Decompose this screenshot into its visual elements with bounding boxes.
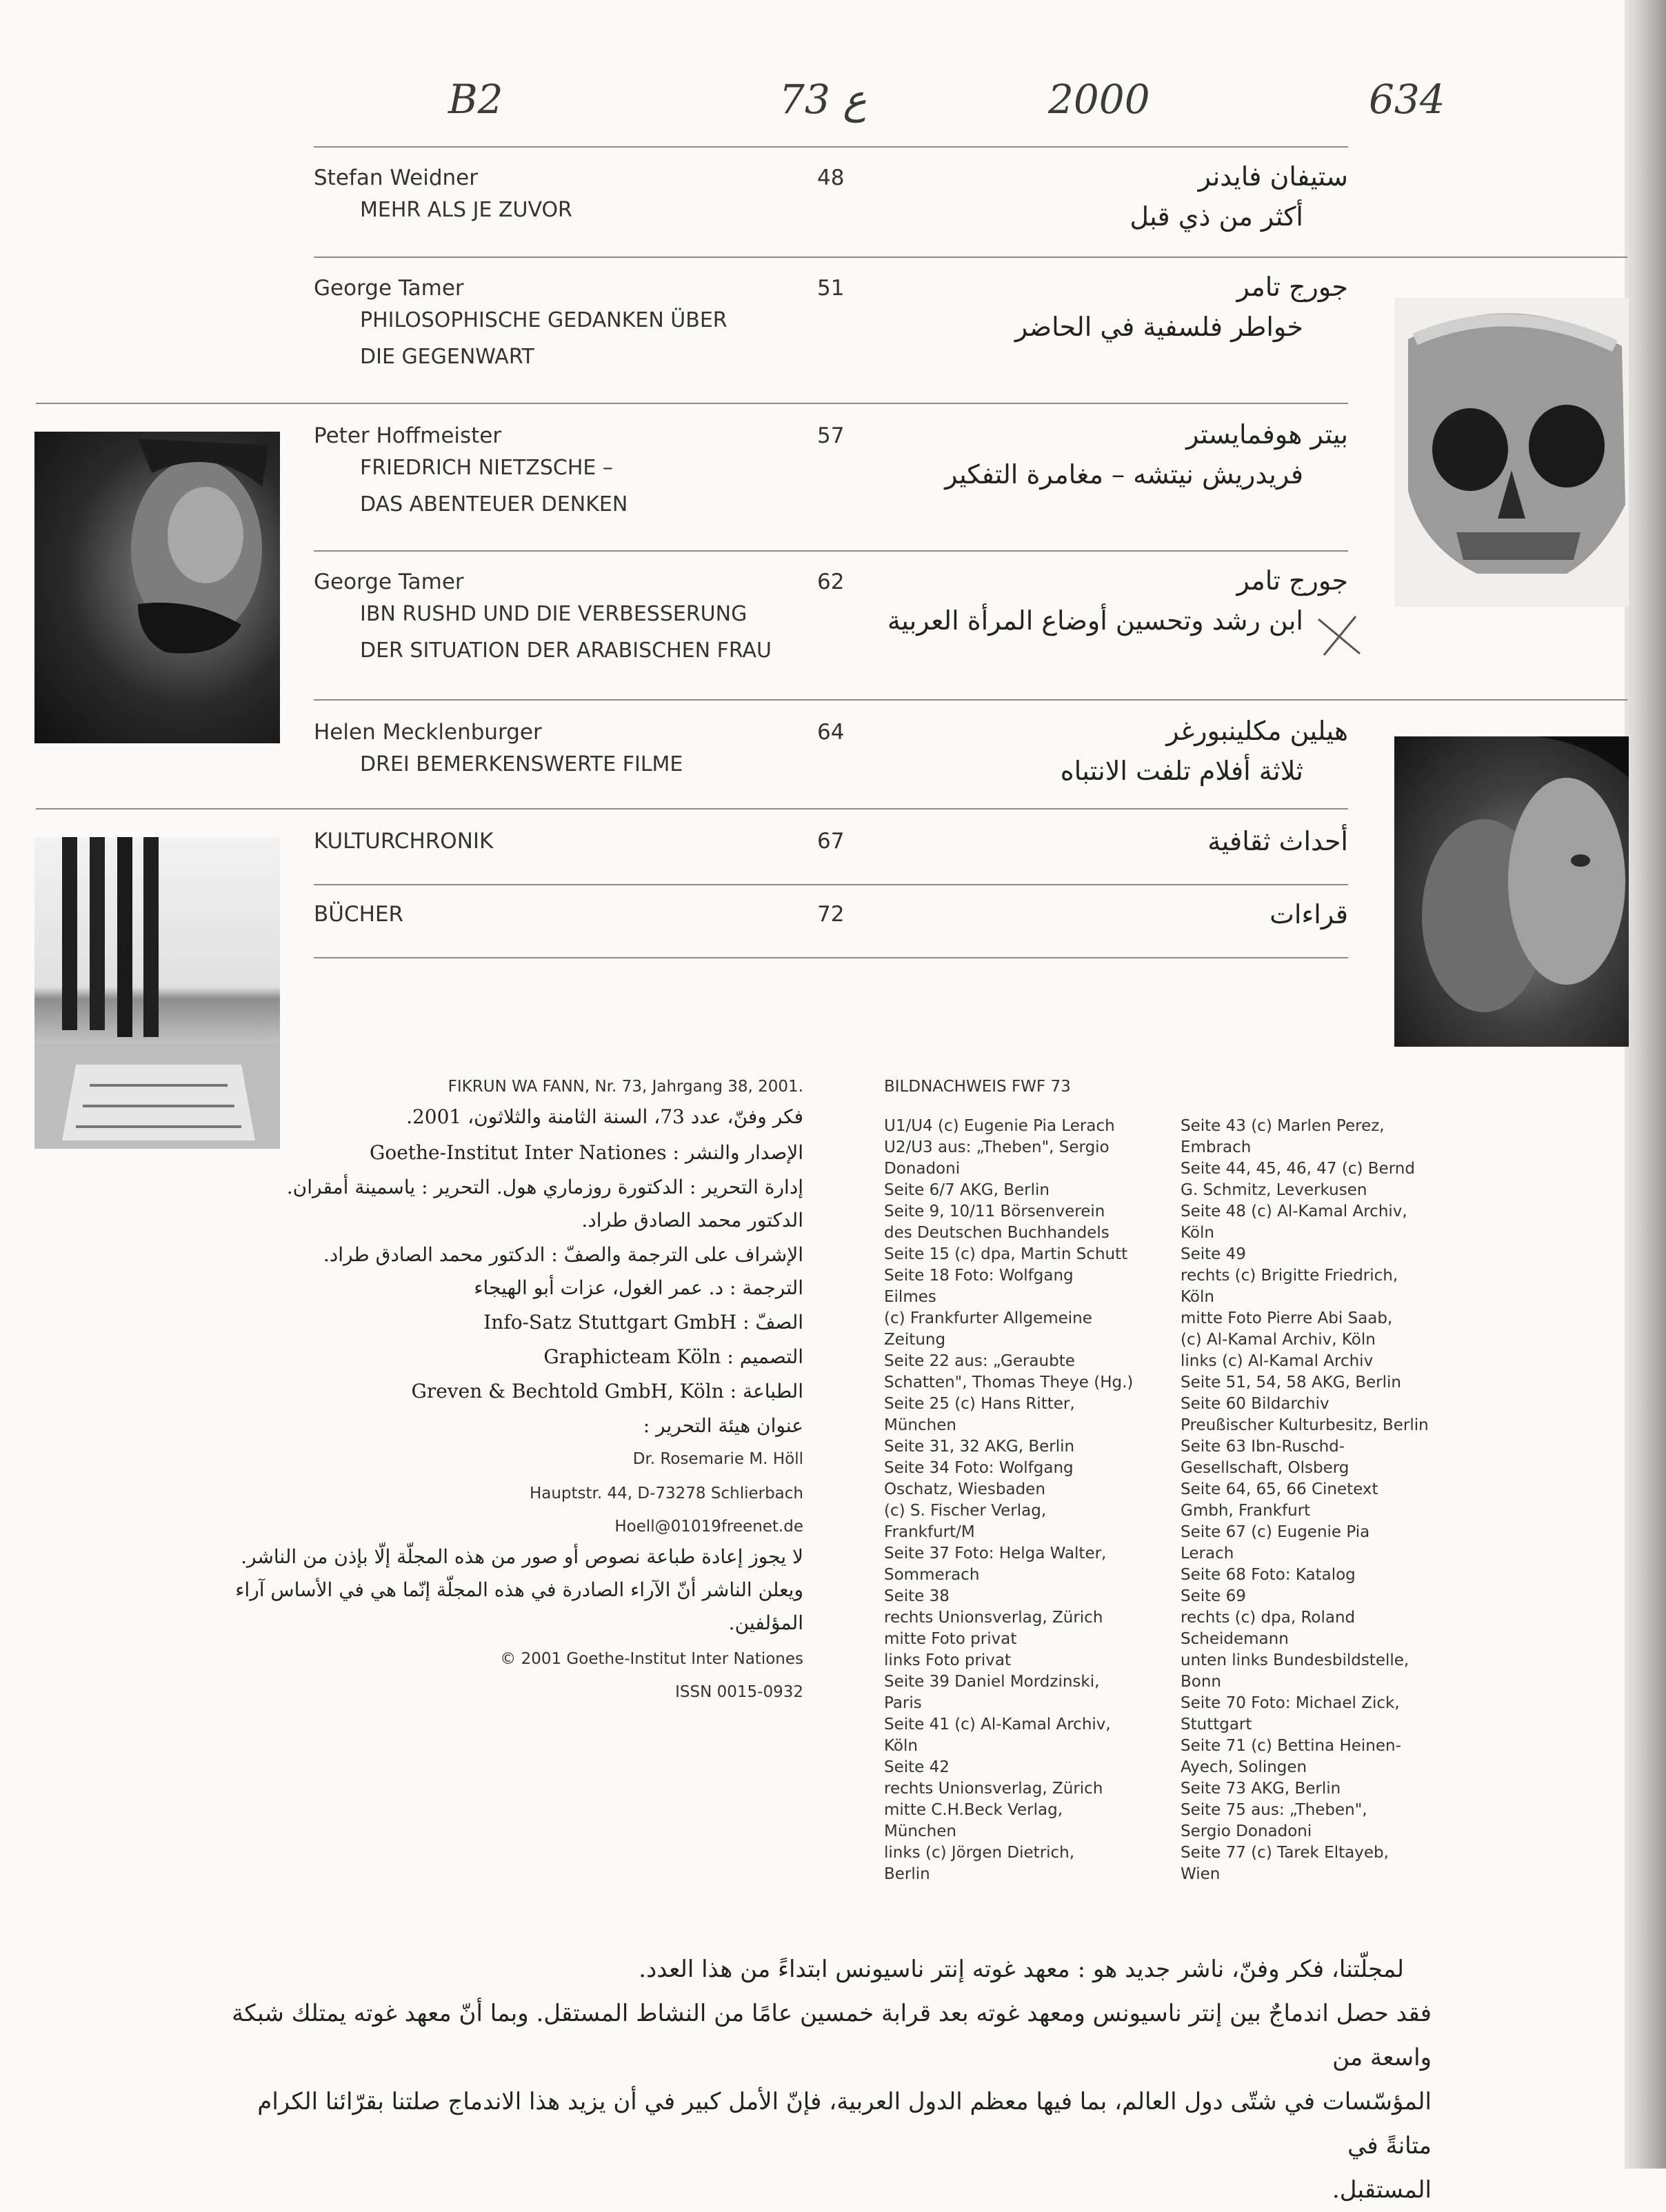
imprint-line: فكر وفنّ، عدد 73، السنة الثامنة والثلاثون، 2001. [406,1105,803,1128]
credit-line: Sommerach [884,1566,980,1584]
credit-line: mitte Foto Pierre Abi Saab, [1181,1309,1393,1327]
credit-line: Seite 25 (c) Hans Ritter, [884,1395,1075,1413]
imprint-line: الطباعة : Greven & Bechtold GmbH, Köln [411,1380,803,1402]
credit-line: Gmbh, Frankfurt [1181,1502,1311,1520]
toc-rule [314,550,1348,552]
credit-line: Eilmes [884,1288,936,1306]
imprint-line: عنوان هيئة التحرير : [643,1414,803,1437]
imprint-line: لا يجوز إعادة طباعة نصوص أو صور من هذه المجلّة إلّا بإذن من الناشر. [241,1545,803,1568]
entry-author-ar: ستيفان فايدنر [1198,161,1348,192]
imprint-line: Hauptstr. 44, D-73278 Schlierbach [529,1485,803,1502]
entry-title-de: DREI BEMERKENSWERTE FILME [360,752,683,776]
credit-line: Seite 64, 65, 66 Cinetext [1181,1480,1378,1498]
credit-line: München [884,1416,956,1434]
credit-line: Bonn [1181,1673,1222,1691]
announcement-line: فقد حصل اندماجٌ بين إنتر ناسيونس ومعهد غوته بعد قرابة خمسين عامًا من النشاط المستقل. وبما أنّ معهد غوته يمتلك شبكة واسعة من [232,2000,1432,2071]
imprint-line: الترجمة : د. عمر الغول، عزات أبو الهيجاء [474,1276,803,1299]
handwritten-note-1: B2 [448,76,503,123]
imprint-line: ويعلن الناشر أنّ الآراء الصادرة في هذه المجلّة إنّما هي في الأساس آراء [235,1578,803,1601]
entry-page-number: 64 [817,720,845,745]
entry-author-de: Helen Mecklenburger [314,720,542,745]
picture-credits-column-1 [884,1116,1133,1885]
credit-line: Ayech, Solingen [1181,1758,1307,1776]
credit-line: U2/U3 aus: „Theben", Sergio [884,1138,1110,1156]
credit-line: (c) Frankfurter Allgemeine [884,1309,1092,1327]
credit-line: mitte C.H.Beck Verlag, [884,1801,1063,1819]
entry-title-ar: ثلاثة أفلام تلفت الانتباه [1060,756,1303,786]
imprint-line: Dr. Rosemarie M. Höll [632,1450,803,1468]
credit-line: Seite 71 (c) Bettina Heinen- [1181,1737,1401,1755]
credit-line: Stuttgart [1181,1716,1252,1733]
credit-line: rechts Unionsverlag, Zürich [884,1609,1103,1627]
imprint-copyright: © 2001 Goethe-Institut Inter Nationes [500,1650,803,1668]
announcement-line: المستقبل. [1332,2176,1432,2204]
credit-line: Preußischer Kulturbesitz, Berlin [1181,1416,1429,1434]
toc-rule [36,403,1348,404]
imprint-issn: ISSN 0015-0932 [675,1683,803,1701]
entry-page-number: 67 [817,829,845,854]
imprint-line: إدارة التحرير : الدكتورة روزماري هول. التحرير : ياسمينة أمقران. [286,1176,803,1198]
toc-rule [36,808,1348,810]
credit-line: rechts Unionsverlag, Zürich [884,1780,1103,1798]
entry-page-number: 57 [817,423,845,448]
credit-line: Köln [1181,1288,1214,1306]
skull-photo [1394,298,1629,607]
entry-author-de: George Tamer [314,570,464,594]
credit-line: Seite 37 Foto: Helga Walter, [884,1545,1107,1562]
credit-line: Oschatz, Wiesbaden [884,1480,1045,1498]
entry-title-ar: خواطر فلسفية في الحاضر [1014,312,1303,342]
credit-line: Seite 9, 10/11 Börsenverein [884,1203,1105,1220]
entry-title-ar: أكثر من ذي قبل [1130,201,1303,232]
credit-line: mitte Foto privat [884,1630,1017,1648]
handwritten-cross-mark [1314,611,1364,661]
credit-line: Seite 18 Foto: Wolfgang [884,1267,1074,1285]
credit-line: Seite 77 (c) Tarek Eltayeb, [1181,1844,1389,1862]
handwritten-note-3: 2000 [1048,76,1150,123]
credit-line: Gesellschaft, Olsberg [1181,1459,1349,1477]
credit-line: G. Schmitz, Leverkusen [1181,1181,1367,1199]
imprint-line: FIKRUN WA FANN, Nr. 73, Jahrgang 38, 2001. [448,1078,803,1096]
credit-line: Seite 15 (c) dpa, Martin Schutt [884,1245,1128,1263]
nietzsche-portrait-photo [34,432,280,743]
picture-credits-title: BILDNACHWEIS FWF 73 [884,1078,1071,1096]
imprint-line: الصفّ : Info-Satz Stuttgart GmbH [483,1311,803,1334]
entry-author-ar: بيتر هوفمايستر [1186,419,1348,450]
credit-line: Wien [1181,1865,1221,1883]
entry-title-de: MEHR ALS JE ZUVOR [360,198,572,222]
credit-line: Seite 41 (c) Al-Kamal Archiv, [884,1716,1111,1733]
entry-title-de: IBN RUSHD UND DIE VERBESSERUNG [360,602,747,626]
imprint-line: الإشراف على الترجمة والصفّ : الدكتور محمد الصادق طراد. [323,1243,803,1266]
toc-rule [314,257,1627,258]
credit-line: Seite 49 [1181,1245,1246,1263]
credit-line: (c) S. Fischer Verlag, [884,1502,1047,1520]
entry-author-de: George Tamer [314,276,464,301]
credit-line: Seite 63 Ibn-Ruschd- [1181,1438,1345,1456]
credit-line: (c) Al-Kamal Archiv, Köln [1181,1331,1376,1349]
credit-line: U1/U4 (c) Eugenie Pia Lerach [884,1117,1115,1135]
credit-line: Seite 43 (c) Marlen Perez, [1181,1117,1385,1135]
credit-line: Schatten", Thomas Theye (Hg.) [884,1374,1134,1391]
credit-line: Seite 48 (c) Al-Kamal Archiv, [1181,1203,1407,1220]
credit-line: Seite 22 aus: „Geraubte [884,1352,1075,1370]
credit-line: rechts (c) dpa, Roland [1181,1609,1356,1627]
entry-page-number: 72 [817,902,845,927]
entry-page-number: 48 [817,165,845,190]
credit-line: Seite 67 (c) Eugenie Pia [1181,1523,1370,1541]
page-edge-shadow [1625,0,1666,2169]
credit-line: Seite 31, 32 AKG, Berlin [884,1438,1075,1456]
credit-line: Sergio Donadoni [1181,1822,1312,1840]
entry-section-de: KULTURCHRONIK [314,829,494,854]
credit-line: Seite 34 Foto: Wolfgang [884,1459,1074,1477]
credit-line: Paris [884,1694,922,1712]
entry-title-de: DAS ABENTEUER DENKEN [360,492,628,516]
imprint-line: الدكتور محمد الصادق طراد. [581,1209,803,1231]
entry-section-de: BÜCHER [314,902,404,927]
imprint-block [235,1078,803,1712]
imprint-line: المؤلفين. [728,1611,803,1634]
imprint-line: الإصدار والنشر : Goethe-Institut Inter Nationes [369,1141,803,1164]
handwritten-note-4: 634 [1369,76,1445,123]
credit-line: Köln [1181,1224,1214,1242]
credit-line: Seite 6/7 AKG, Berlin [884,1181,1050,1199]
credit-line: links (c) Jörgen Dietrich, [884,1844,1075,1862]
entry-author-ar: جورج تامر [1236,272,1348,302]
credit-line: links (c) Al-Kamal Archiv [1181,1352,1374,1370]
credit-line: Seite 68 Foto: Katalog [1181,1566,1356,1584]
credit-line: Embrach [1181,1138,1252,1156]
entry-author-ar: جورج تامر [1236,565,1348,596]
entry-title-ar: فريدريش نيتشه – مغامرة التفكير [945,459,1303,490]
credit-line: Frankfurt/M [884,1523,975,1541]
credit-line: Seite 60 Bildarchiv [1181,1395,1329,1413]
toc-rule [314,884,1348,885]
picture-credits-column-2 [1181,1116,1429,1885]
toc-rule [314,957,1348,958]
credit-line: Berlin [884,1865,930,1883]
credit-line: Zeitung [884,1331,946,1349]
entry-page-number: 62 [817,570,845,594]
imprint-line: التصميم : Graphicteam Köln [543,1345,803,1368]
entry-author-de: Stefan Weidner [314,165,478,190]
toc-rule [314,146,1348,148]
credit-line: Seite 75 aus: „Theben", [1181,1801,1367,1819]
entry-title-de: FRIEDRICH NIETZSCHE – [360,456,613,480]
credit-line: München [884,1822,956,1840]
credit-line: Scheidemann [1181,1630,1289,1648]
credit-line: rechts (c) Brigitte Friedrich, [1181,1267,1398,1285]
credit-line: Seite 51, 54, 58 AKG, Berlin [1181,1374,1401,1391]
entry-author-de: Peter Hoffmeister [314,423,502,448]
credit-line: Seite 44, 45, 46, 47 (c) Bernd [1181,1160,1415,1178]
credit-line: unten links Bundesbildstelle, [1181,1651,1409,1669]
credit-line: Seite 42 [884,1758,950,1776]
entry-title-de: PHILOSOPHISCHE GEDANKEN ÜBER [360,308,727,332]
toc-rule [314,699,1627,701]
entry-author-ar: هيلين مكلينبورغر [1166,716,1348,746]
credit-line: Seite 38 [884,1587,950,1605]
credit-line: Donadoni [884,1160,961,1178]
entry-title-ar: ابن رشد وتحسين أوضاع المرأة العربية [887,605,1303,636]
entry-page-number: 51 [817,276,845,301]
credit-line: des Deutschen Buchhandels [884,1224,1110,1242]
credit-line: Seite 73 AKG, Berlin [1181,1780,1341,1798]
film-still-photo [1394,736,1629,1047]
credit-line: Köln [884,1737,918,1755]
credit-line: Lerach [1181,1545,1234,1562]
handwritten-note-2: 73 ع [779,76,867,123]
entry-section-ar: أحداث ثقافية [1207,826,1348,856]
announcement-line: لمجلّتنا، فكر وفنّ، ناشر جديد هو : معهد غوته إنتر ناسيونس ابتداءً من هذا العدد. [639,1955,1404,1983]
credit-line: Seite 39 Daniel Mordzinski, [884,1673,1100,1691]
credit-line: Seite 69 [1181,1587,1246,1605]
imprint-email: Hoell@01019freenet.de [614,1518,803,1536]
ancient-columns-photo [34,837,280,1149]
announcement-line: المؤسّسات في شتّى دول العالم، بما فيها معظم الدول العربية، فإنّ الأمل كبير في أن يزيد هذا الاندماج صلتنا بقرّائنا الكرام متانةً في [257,2088,1432,2160]
publisher-announcement [225,1947,1432,2212]
entry-section-ar: قراءات [1269,899,1348,929]
credit-line: links Foto privat [884,1651,1012,1669]
entry-title-de: DIE GEGENWART [360,345,534,369]
entry-title-de: DER SITUATION DER ARABISCHEN FRAU [360,639,772,663]
credit-line: Seite 70 Foto: Michael Zick, [1181,1694,1400,1712]
